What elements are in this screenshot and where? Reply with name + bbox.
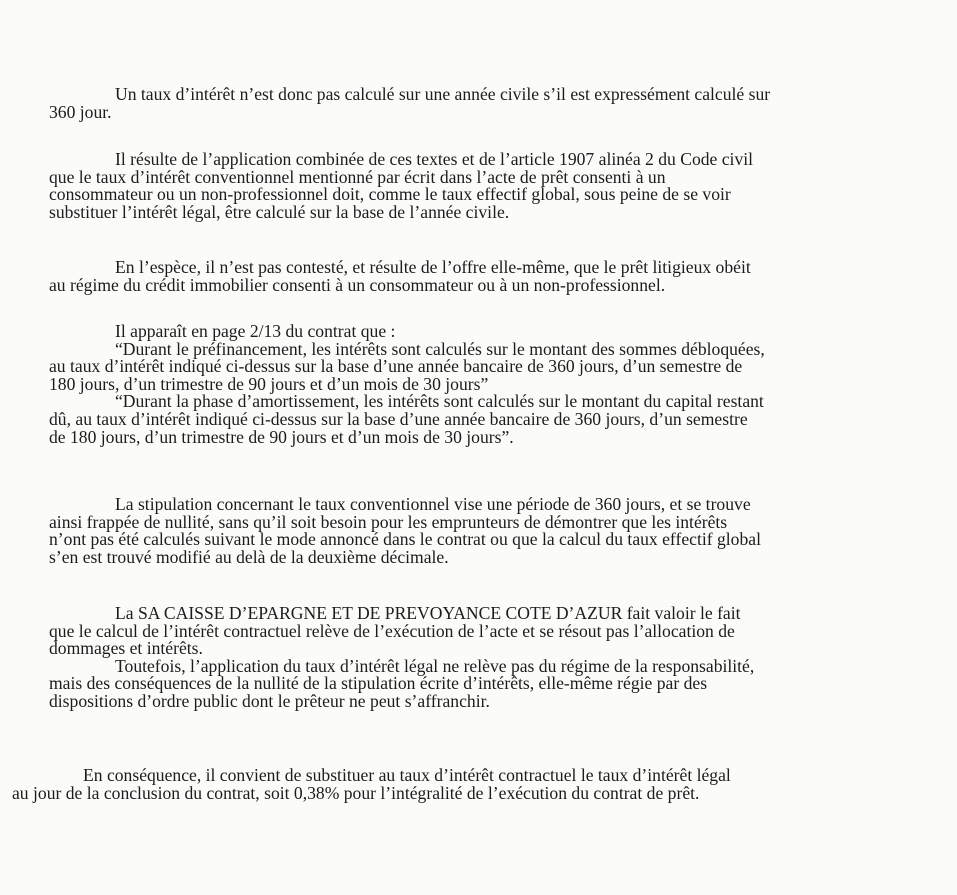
text-line: ainsi frappée de nullité, sans qu’il soit besoin pour les emprunteurs de démontrer que les intérêts: [49, 511, 728, 532]
text-line: Il résulte de l’application combinée de ces textes et de l’article 1907 alinéa 2 du Code civil: [115, 149, 754, 169]
text-line: La stipulation concernant le taux conventionnel vise une période de 360 jours, et se trouve: [115, 494, 751, 514]
text-line: s’en est trouvé modifié au delà de la deuxième décimale.: [49, 546, 449, 567]
text-line: La SA CAISSE D’EPARGNE ET DE PREVOYANCE COTE D’AZUR fait valoir le fait: [115, 603, 741, 623]
text-line: au jour de la conclusion du contrat, soit 0,38% pour l’intégralité de l’exécution du contrat de prêt.: [12, 782, 700, 803]
text-line: au régime du crédit immobilier consenti à un consommateur ou à un non-professionnel.: [49, 274, 666, 295]
paragraph-7: [12, 767, 912, 802]
text-line: Un taux d’intérêt n’est donc pas calculé sur une année civile s’il est expressément calculé sur: [115, 84, 771, 104]
text-line: n’ont pas été calculés suivant le mode annoncé dans le contrat ou que la calcul du taux effectif global: [49, 529, 761, 550]
text-line: mais des conséquences de la nullité de la stipulation écrite d’intérêts, elle-même régie par des: [49, 673, 708, 694]
text-line: 360 jour.: [49, 101, 112, 122]
text-line: dispositions d’ordre public dont le prêteur ne peut s’affranchir.: [49, 690, 490, 711]
quote-line: dû, au taux d’intérêt indiqué ci-dessus sur la base d’une année bancaire de 360 jours, d’un semestre: [49, 408, 748, 429]
text-line: En conséquence, il convient de substituer au taux d’intérêt contractuel le taux d’intérêt légal: [83, 765, 731, 785]
text-line: consommateur ou un non-professionnel doit, comme le taux effectif global, sous peine de se voir: [49, 184, 731, 205]
paragraph-1: [49, 86, 907, 121]
text-line: que le calcul de l’intérêt contractuel relève de l’exécution de l’acte et se résout pas l’allocation de: [49, 620, 735, 641]
text-line: En l’espèce, il n’est pas contesté, et résulte de l’offre elle-même, que le prêt litigieux obéit: [115, 257, 751, 277]
paragraph-2: [49, 151, 907, 221]
text-line: Il apparaît en page 2/13 du contrat que :: [115, 321, 396, 341]
paragraph-5: [49, 496, 907, 566]
quote-line: “Durant la phase d’amortissement, les intérêts sont calculés sur le montant du capital restant: [115, 391, 764, 412]
quote-line: “Durant le préfinancement, les intérêts sont calculés sur le montant des sommes débloquées,: [115, 338, 765, 359]
paragraph-4: [49, 323, 907, 446]
quote-line: au taux d’intérêt indiqué ci-dessus sur la base d’une année bancaire de 360 jours, d’un semestre de: [49, 356, 743, 377]
text-line: Toutefois, l’application du taux d’intérêt légal ne relève pas du régime de la responsabilité,: [115, 655, 755, 676]
quote-line: de 180 jours, d’un trimestre de 90 jours et d’un mois de 30 jours”.: [49, 426, 514, 447]
quote-line: 180 jours, d’un trimestre de 90 jours et d’un mois de 30 jours”: [49, 373, 489, 394]
paragraph-3: [49, 259, 907, 294]
text-line: que le taux d’intérêt conventionnel mentionné par écrit dans l’acte de prêt consenti à un: [49, 166, 666, 187]
text-line: substituer l’intérêt légal, être calculé sur la base de l’année civile.: [49, 201, 510, 222]
text-line: dommages et intérêts.: [49, 638, 203, 659]
paragraph-6: [49, 605, 907, 711]
